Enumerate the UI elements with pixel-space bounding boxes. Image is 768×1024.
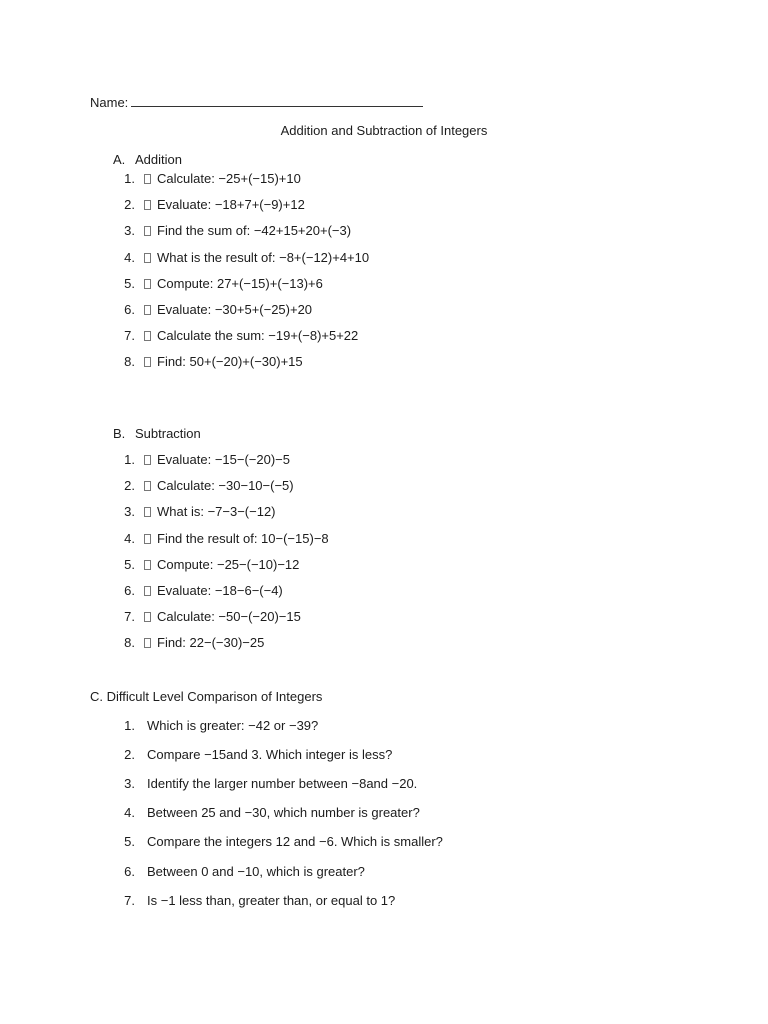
list-item — [121, 328, 358, 344]
item-text: Find: 22−(−30)−25 — [157, 635, 265, 651]
page-title: Addition and Subtraction of Integers — [280, 123, 488, 138]
checkbox-icon[interactable] — [144, 481, 151, 491]
item-number: 8. — [124, 635, 135, 651]
item-number: 1. — [124, 452, 135, 467]
section-c-heading: C. Difficult Level Comparison of Integers — [90, 689, 323, 704]
list-item — [121, 531, 329, 547]
list-item — [121, 583, 283, 599]
checkbox-icon[interactable] — [144, 455, 151, 465]
name-label: Name: — [90, 95, 129, 110]
list-item — [121, 776, 417, 792]
item-text: Find the result of: 10−(−15)−8 — [157, 530, 329, 546]
checkbox-icon[interactable] — [144, 253, 151, 263]
item-text: Compare −15and 3. Which integer is less? — [147, 747, 393, 763]
item-number: 2. — [124, 478, 135, 494]
checkbox-icon[interactable] — [144, 507, 151, 517]
checkbox-icon[interactable] — [144, 226, 151, 236]
item-text: Evaluate: −15−(−20)−5 — [157, 452, 290, 467]
item-text: Between 25 and −30, which number is greater? — [147, 805, 420, 821]
item-number: 4. — [124, 805, 135, 821]
checkbox-icon[interactable] — [144, 560, 151, 570]
list-item — [121, 805, 420, 821]
item-text: What is: −7−3−(−12) — [157, 504, 276, 520]
list-item — [121, 354, 303, 370]
item-number: 3. — [124, 776, 135, 792]
item-text: Calculate: −50−(−20)−15 — [157, 609, 301, 625]
item-number: 6. — [124, 302, 135, 317]
list-item — [121, 718, 318, 734]
list-item — [121, 197, 305, 213]
item-text: Calculate the sum: −19+(−8)+5+22 — [157, 328, 359, 344]
item-number: 7. — [124, 892, 135, 908]
section-a-heading: Addition — [135, 152, 182, 167]
item-text: Evaluate: −18+7+(−9)+12 — [157, 197, 305, 213]
item-text: Compare the integers 12 and −6. Which is smaller? — [147, 834, 443, 850]
list-item — [121, 834, 443, 850]
checkbox-icon[interactable] — [144, 200, 151, 210]
item-number: 1. — [124, 171, 135, 186]
name-field[interactable] — [90, 94, 423, 111]
item-number: 7. — [124, 328, 135, 344]
item-text: What is the result of: −8+(−12)+4+10 — [157, 249, 370, 265]
list-item — [121, 893, 395, 909]
list-item — [121, 864, 365, 880]
item-number: 5. — [124, 834, 135, 850]
item-number: 7. — [124, 609, 135, 625]
item-text: Identify the larger number between −8and −20. — [147, 776, 418, 792]
item-number: 3. — [124, 504, 135, 520]
list-item — [121, 557, 299, 573]
list-item — [121, 635, 264, 651]
list-item — [121, 609, 301, 625]
item-number: 8. — [124, 354, 135, 370]
item-number: 6. — [124, 863, 135, 879]
checkbox-icon[interactable] — [144, 638, 151, 648]
list-item — [121, 504, 276, 520]
item-text: Find: 50+(−20)+(−30)+15 — [157, 354, 303, 370]
list-item — [121, 302, 312, 318]
item-number: 4. — [124, 530, 135, 546]
item-number: 4. — [124, 249, 135, 265]
item-text: Find the sum of: −42+15+20+(−3) — [157, 223, 352, 239]
item-number: 6. — [124, 583, 135, 598]
item-text: Calculate: −30−10−(−5) — [157, 478, 294, 494]
item-text: Evaluate: −18−6−(−4) — [157, 583, 283, 598]
name-blank-line[interactable] — [131, 94, 423, 107]
section-a-marker: A. — [113, 152, 126, 167]
list-item — [121, 747, 392, 763]
item-text: Which is greater: −42 or −39? — [147, 718, 319, 733]
item-number: 5. — [124, 275, 135, 291]
list-item — [121, 250, 369, 266]
item-text: Is −1 less than, greater than, or equal to 1? — [147, 892, 396, 908]
item-number: 2. — [124, 197, 135, 213]
list-item — [121, 478, 294, 494]
section-b-heading: Subtraction — [135, 426, 201, 441]
checkbox-icon[interactable] — [144, 534, 151, 544]
item-text: Evaluate: −30+5+(−25)+20 — [157, 302, 313, 317]
item-number: 1. — [124, 718, 135, 733]
item-text: Compute: 27+(−15)+(−13)+6 — [157, 275, 323, 291]
item-text: Between 0 and −10, which is greater? — [147, 863, 365, 879]
item-number: 3. — [124, 223, 135, 239]
item-text: Compute: −25−(−10)−12 — [157, 556, 300, 572]
item-text: Calculate: −25+(−15)+10 — [157, 171, 301, 186]
section-b-marker: B. — [113, 426, 126, 441]
list-item — [121, 452, 290, 468]
checkbox-icon[interactable] — [144, 331, 151, 341]
checkbox-icon[interactable] — [144, 357, 151, 367]
item-number: 5. — [124, 556, 135, 572]
item-number: 2. — [124, 747, 135, 763]
checkbox-icon[interactable] — [144, 279, 151, 289]
list-item — [121, 223, 351, 239]
list-item — [121, 171, 301, 187]
checkbox-icon[interactable] — [144, 612, 151, 622]
checkbox-icon[interactable] — [144, 305, 151, 315]
checkbox-icon[interactable] — [144, 174, 151, 184]
list-item — [121, 276, 323, 292]
checkbox-icon[interactable] — [144, 586, 151, 596]
